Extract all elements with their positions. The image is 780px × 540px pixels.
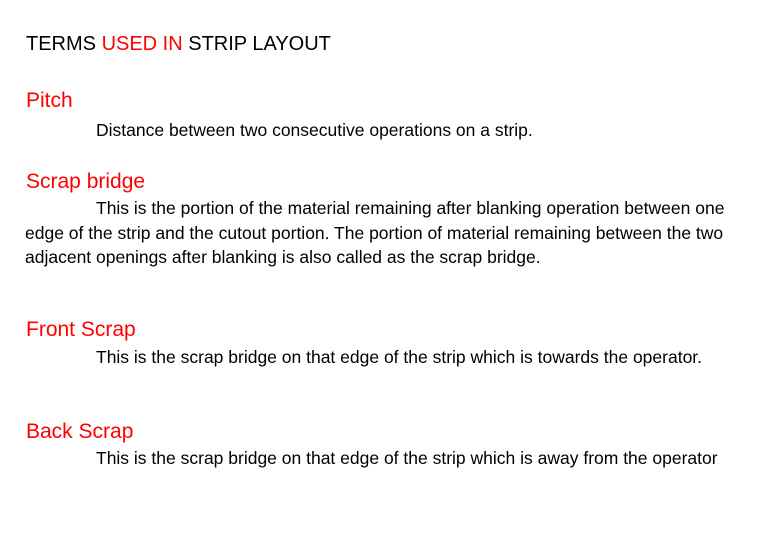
- definition-scrap-bridge: This is the portion of the material remaining after blanking operation between one edge of the strip and the cutout portion. The portion of material remaining between the two adjacent openings after blanking is also called as the scrap bridge.: [25, 198, 725, 267]
- title-part-strip-layout: STRIP LAYOUT: [182, 33, 331, 55]
- title-part-terms: TERMS: [26, 33, 102, 55]
- term-scrap-bridge: Scrap bridge: [26, 170, 146, 193]
- page-title: [26, 32, 331, 56]
- term-back-scrap: Back Scrap: [26, 420, 134, 443]
- term-front-scrap: Front Scrap: [26, 318, 136, 341]
- definition-back-scrap: This is the scrap bridge on that edge of the strip which is away from the operator: [96, 448, 718, 468]
- term-pitch: Pitch: [26, 89, 73, 112]
- definition-front-scrap: This is the scrap bridge on that edge of the strip which is towards the operator.: [96, 347, 703, 367]
- title-part-used-in: USED IN: [101, 33, 183, 55]
- definition-pitch: Distance between two consecutive operations on a strip.: [96, 120, 533, 140]
